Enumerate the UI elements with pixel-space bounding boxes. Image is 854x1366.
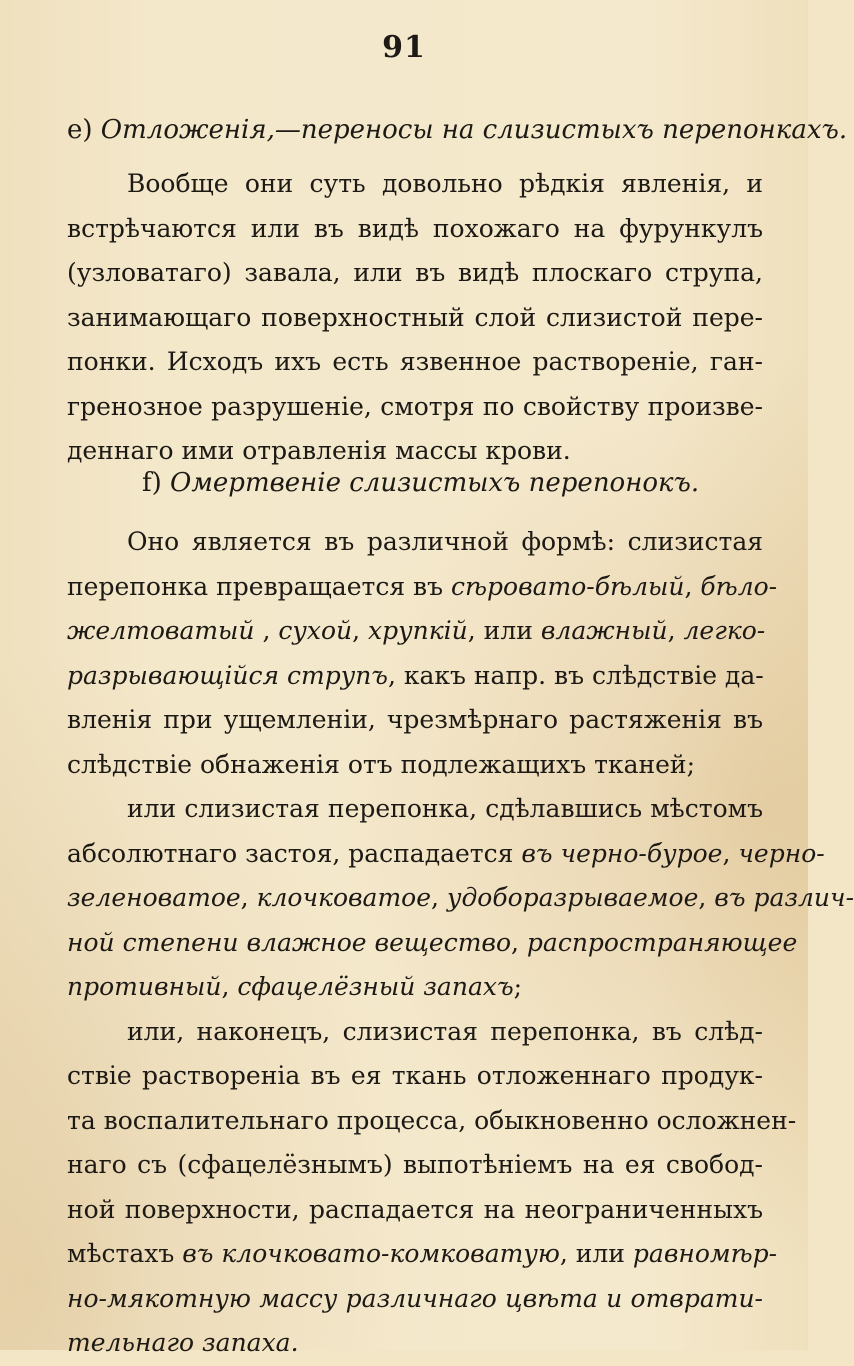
italic-run: легко- [683, 616, 766, 645]
body-line: или, наконецъ, слизистая перепонка, въ слѣд- [127, 1016, 763, 1046]
italic-run: влажный [540, 616, 668, 645]
italic-run: сухой [278, 616, 353, 645]
text-run: , [431, 883, 439, 912]
italic-run: сфацелёзный запахъ [237, 972, 514, 1001]
italic-run: въ черно-бурое [521, 838, 723, 868]
text-run: , [221, 972, 230, 1001]
body-line: вленія при ущемленіи, чрезмѣрнаго растяженія въ [67, 705, 763, 734]
body-line [67, 921, 798, 966]
section-f-label: f) [142, 468, 162, 498]
italic-run: разрывающійся струпъ [67, 660, 388, 690]
body-line: понки. Исходъ ихъ есть язвенное раствореніе, ган- [67, 347, 763, 376]
text-run: , [684, 571, 693, 601]
section-f-heading [67, 461, 763, 505]
italic-run: черно- [738, 838, 825, 868]
section-e-title: Отложенія,—переносы на слизистыхъ перепонкахъ. [100, 115, 848, 145]
italic-run: бѣло- [700, 571, 778, 601]
section-f-title: Омертвеніе слизистыхъ перепонокъ. [170, 468, 700, 498]
body-line: тельнаго запаха. [67, 1328, 299, 1357]
body-line: та воспалительнаго процесса, обыкновенно осложнен- [67, 1105, 797, 1135]
body-line [67, 1232, 778, 1277]
text-run: , [352, 616, 361, 645]
text-run: , какъ напр. въ слѣдствіе да- [387, 660, 764, 690]
section-f [67, 461, 763, 505]
text-run: , [698, 883, 707, 912]
body-line: Оно является въ различной формѣ: слизистая [127, 527, 763, 556]
body-line [67, 832, 825, 877]
text-run: абсолютнаго застоя, распадается [67, 838, 514, 868]
text-run: , или [559, 1239, 625, 1268]
body-line: встрѣчаются или въ видѣ похожаго на фурункулъ [67, 213, 763, 243]
body-line: деннаго ими отравленія массы крови. [67, 436, 571, 465]
text-run: , [240, 883, 249, 912]
body-line: но-мякотную массу различнаго цвѣта и отврати- [67, 1283, 763, 1313]
body-line: занимающаго поверхностный слой слизистой пере- [67, 302, 763, 332]
italic-run: ной степени влажное вещество [67, 927, 512, 957]
section-e [67, 108, 848, 152]
body-line [67, 654, 763, 699]
body-line [67, 876, 854, 921]
body-line: (узловатаго) завала, или въ видѣ плоскаго струпа, [67, 258, 763, 287]
body-line: слѣдствіе обнаженія отъ подлежащихъ тканей; [67, 749, 696, 779]
body-line: гренозное разрушеніе, смотря по свойству произве- [67, 391, 763, 421]
italic-run: хрупкій [368, 616, 468, 645]
body-line: или слизистая перепонка, сдѣлавшись мѣстомъ [127, 794, 763, 823]
text-run: перепонка превращается въ [67, 571, 444, 601]
italic-run: распространяющее [526, 927, 798, 957]
page-number: 91 [382, 30, 426, 65]
body-line: наго съ (сфацелёзнымъ) выпотѣніемъ на ея свобод- [67, 1150, 763, 1179]
text-run: мѣстахъ [67, 1239, 175, 1268]
italic-run: удоборазрываемое [446, 883, 699, 912]
text-run: , [667, 616, 676, 645]
body-line [67, 609, 766, 654]
italic-run: клочковатое [256, 883, 432, 912]
italic-run: желтоватый [67, 616, 255, 645]
italic-run: сѣровато-бѣлый [450, 571, 685, 601]
text-run: , [262, 616, 271, 645]
text-run: ; [513, 972, 523, 1001]
section-e-body [67, 162, 763, 474]
body-line [67, 965, 763, 1010]
section-e-label: e) [67, 115, 93, 145]
italic-run: противный [67, 972, 222, 1001]
text-run: , [511, 927, 519, 957]
italic-run: въ клочковато-комковатую [182, 1239, 560, 1268]
italic-run: въ различ- [714, 883, 854, 912]
text-run: , [722, 838, 731, 868]
body-line: ствіе раствореніа въ ея ткань отложеннаго продук- [67, 1061, 763, 1090]
section-e-heading [67, 108, 848, 152]
body-line: Вообще они суть довольно рѣдкія явленія, и [127, 169, 763, 198]
italic-run: равномѣр- [632, 1239, 778, 1268]
italic-run: зеленоватое [67, 883, 241, 912]
section-f-body [67, 520, 854, 1366]
body-line [67, 565, 778, 610]
body-line: ной поверхности, распадается на неограниченныхъ [67, 1194, 763, 1224]
text-run: , или [467, 616, 533, 645]
